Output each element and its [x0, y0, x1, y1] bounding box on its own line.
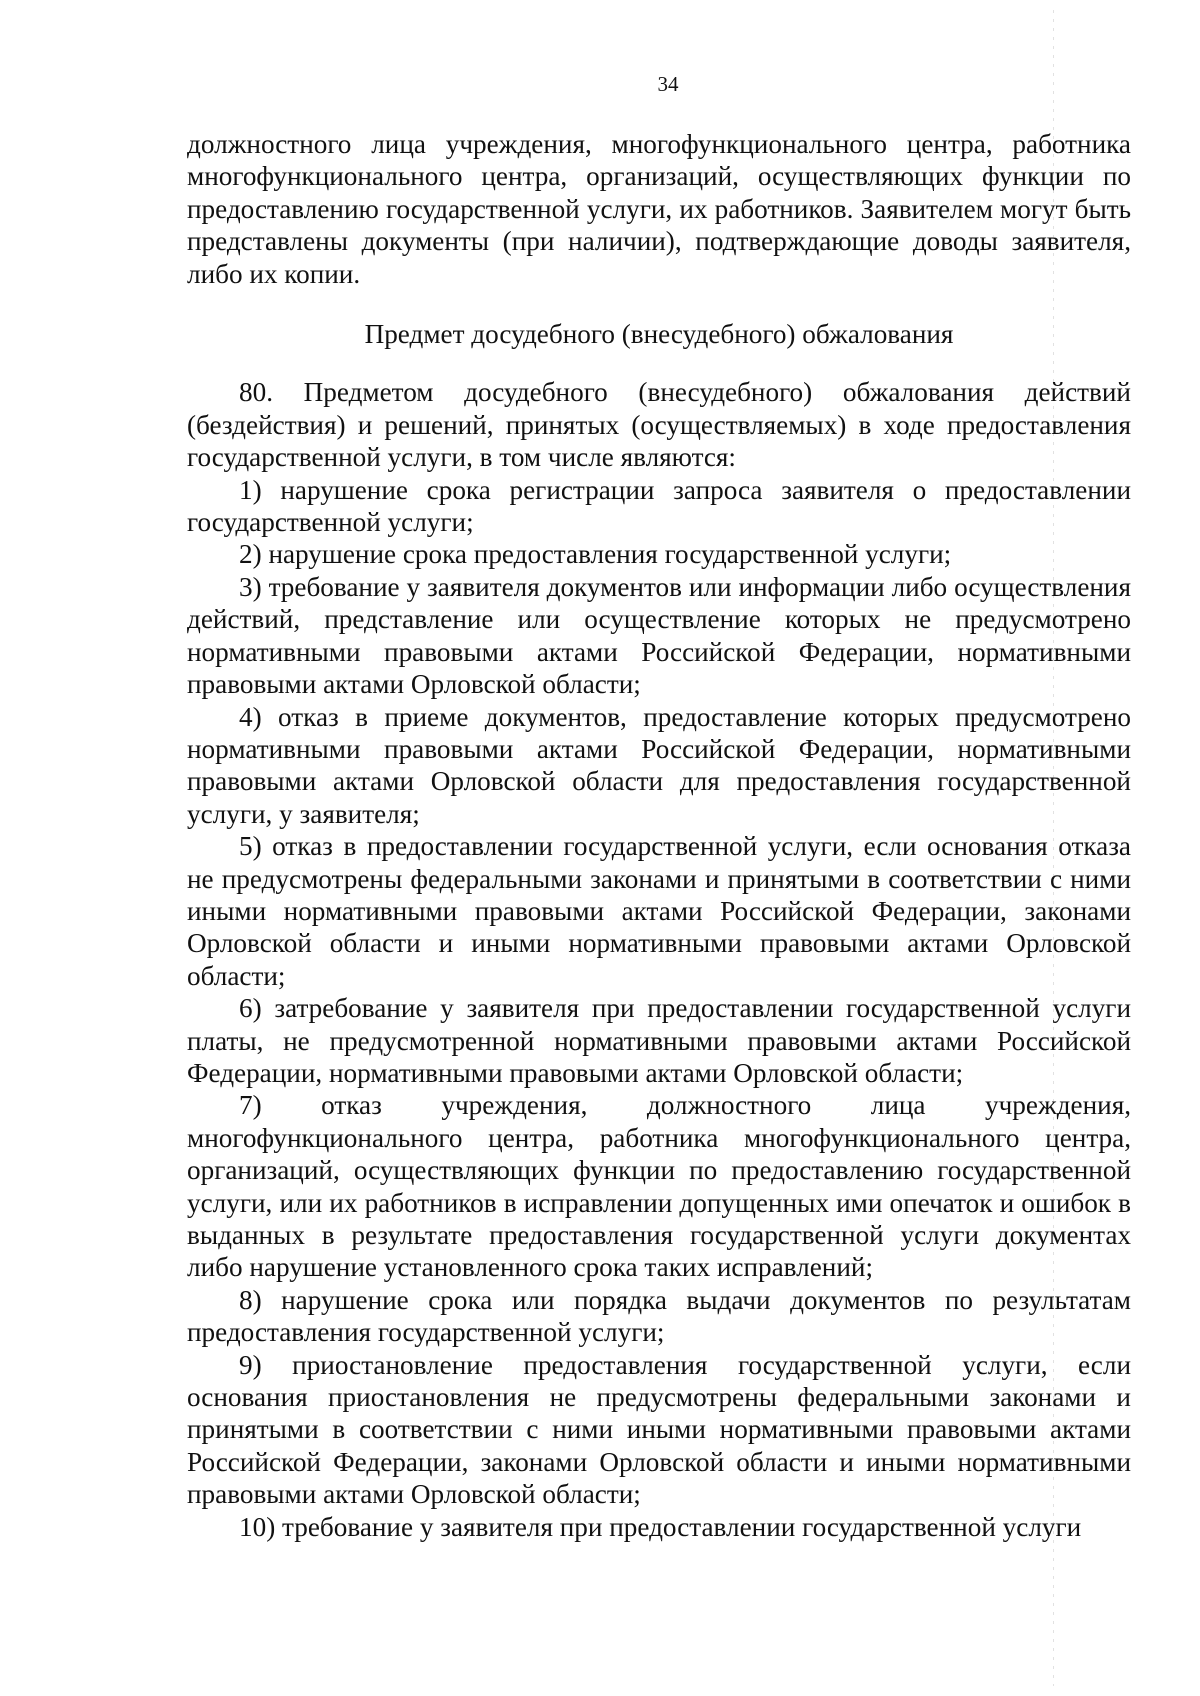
- list-item-8: 8) нарушение срока или порядка выдачи документов по результатам предоставления государственной услуги;: [187, 1284, 1131, 1348]
- list-item-3: 3) требование у заявителя документов или информации либо осуществления действий, представление или осуществление которых не предусмотрено нормативными правовыми актами Российской Федерации, нормативными правовыми актами Орловской области;: [187, 571, 1131, 700]
- list-item-7: 7) отказ учреждения, должностного лица учреждения, многофункционального центра, работника многофункционального центра, организаций, осуществляющих функции по предоставлению государственной услуги, или их работников в исправлении допущенных ими опечаток и ошибок в выданных в результате предоставления государственной услуги документах либо нарушение установленного срока таких исправлений;: [187, 1090, 1131, 1283]
- page-number: 34: [657, 72, 679, 96]
- list-item-4: 4) отказ в приеме документов, предоставление которых предусмотрено нормативными правовыми актами Российской Федерации, нормативными правовыми актами Орловской области для предоставления государственной услуги, у заявителя;: [187, 701, 1131, 829]
- document-body: [187, 128, 1131, 1543]
- clause-80: 80. Предметом досудебного (внесудебного) обжалования действий (бездействия) и решений, принятых (осуществляемых) в ходе предоставления государственной услуги, в том числе являются:: [187, 377, 1131, 473]
- list-item-10: 10) требование у заявителя при предоставлении государственной услуги: [239, 1511, 1082, 1542]
- intro-paragraph: должностного лица учреждения, многофункционального центра, работника многофункционального центра, организаций, осуществляющих функции по предоставлению государственной услуги, их работников. Заявителем могут быть представлены документы (при наличии), подтверждающие доводы заявителя, либо их копии.: [187, 129, 1131, 289]
- list-item-5: 5) отказ в предоставлении государственной услуги, если основания отказа не предусмотрены федеральными законами и принятыми в соответствии с ними иными нормативными правовыми актами Российской Федерации, законами Орловской области и иными нормативными правовыми актами Орловской области;: [187, 831, 1131, 991]
- list-item-1: 1) нарушение срока регистрации запроса заявителя о предоставлении государственной услуги;: [187, 474, 1131, 538]
- list-item-2: 2) нарушение срока предоставления государственной услуги;: [239, 539, 952, 570]
- section-heading: Предмет досудебного (внесудебного) обжалования: [364, 319, 954, 350]
- list-item-9: 9) приостановление предоставления государственной услуги, если основания приостановления не предусмотрены федеральными законами и принятыми в соответствии с ними иными нормативными правовыми актами Российской Федерации, законами Орловской области и иными нормативными правовыми актами Орловской области;: [187, 1349, 1131, 1510]
- list-item-6: 6) затребование у заявителя при предоставлении государственной услуги платы, не предусмотренной нормативными правовыми актами Российской Федерации, нормативными правовыми актами Орловской области;: [187, 993, 1131, 1088]
